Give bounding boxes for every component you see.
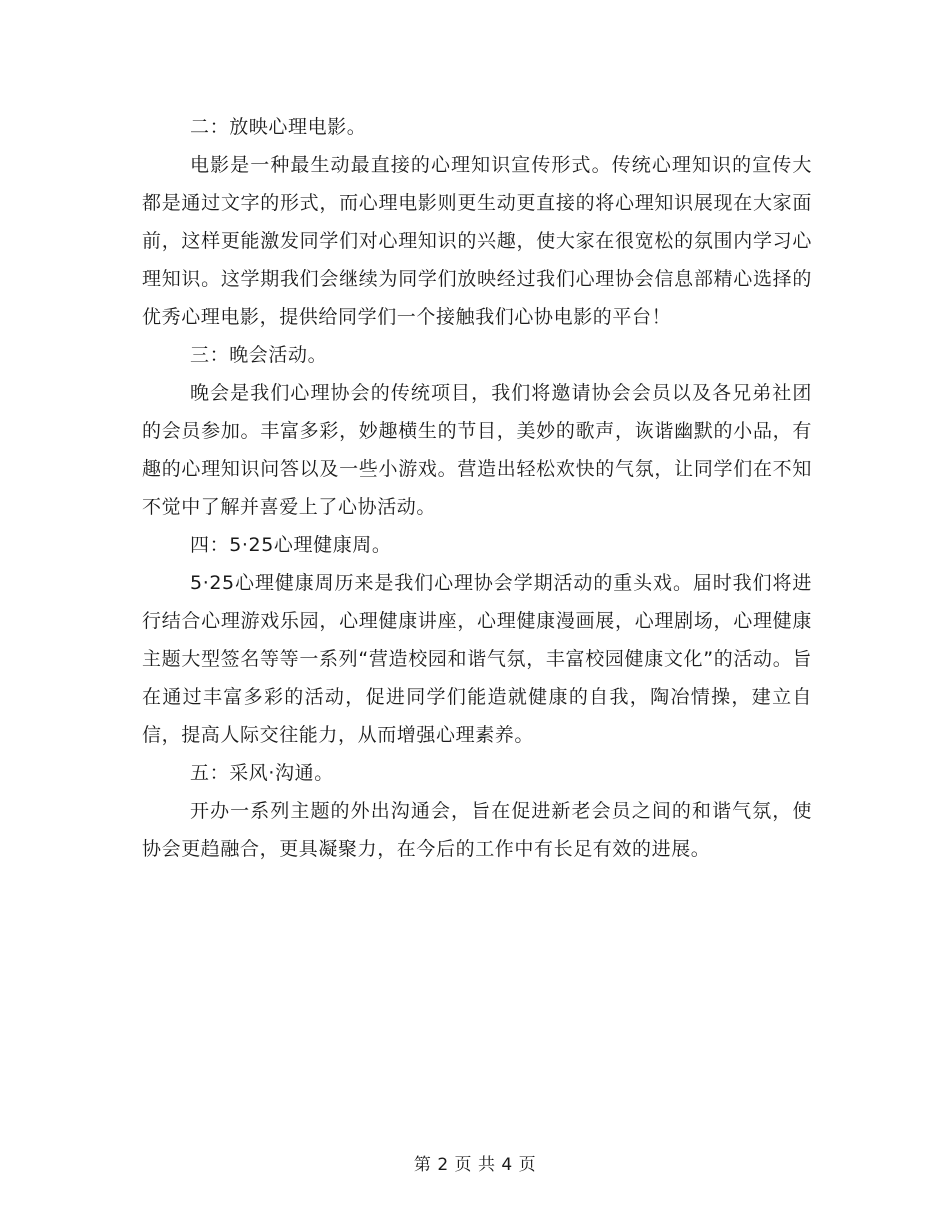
page-number-footer: 第 2 页 共 4 页 bbox=[413, 1155, 537, 1175]
section-heading-2: 二：放映心理电影。 bbox=[190, 116, 367, 138]
document-body bbox=[142, 108, 812, 868]
section-paragraph-5: 开办一系列主题的外出沟通会，旨在促进新老会员之间的和谐气氛，使协会更趋融合，更具凝聚力，在今后的工作中有长足有效的进展。 bbox=[142, 800, 812, 860]
section-paragraph-4: 5·25心理健康周历来是我们心理协会学期活动的重头戏。届时我们将进行结合心理游戏乐园，心理健康讲座，心理健康漫画展，心理剧场，心理健康主题大型签名等等一系列“营造校园和谐气氛，丰富校园健康文化”的活动。旨在通过丰富多彩的活动，促进同学们能造就健康的自我，陶冶情操，建立自信，提高人际交往能力，从而增强心理素养。 bbox=[142, 572, 812, 746]
section-heading-4: 四：5·25心理健康周。 bbox=[190, 534, 392, 556]
section-paragraph-2: 电影是一种最生动最直接的心理知识宣传形式。传统心理知识的宣传大都是通过文字的形式，而心理电影则更生动更直接的将心理知识展现在大家面前，这样更能激发同学们对心理知识的兴趣，使大家在很宽松的氛围内学习心理知识。这学期我们会继续为同学们放映经过我们心理协会信息部精心选择的优秀心理电影，提供给同学们一个接触我们心协电影的平台！ bbox=[142, 154, 812, 328]
section-heading-5: 五：采风·沟通。 bbox=[190, 762, 334, 784]
section-heading-3: 三：晚会活动。 bbox=[190, 344, 328, 366]
section-paragraph-3: 晚会是我们心理协会的传统项目，我们将邀请协会会员以及各兄弟社团的会员参加。丰富多彩，妙趣横生的节目，美妙的歌声，诙谐幽默的小品，有趣的心理知识问答以及一些小游戏。营造出轻松欢快的气氛，让同学们在不知不觉中了解并喜爱上了心协活动。 bbox=[142, 382, 812, 518]
